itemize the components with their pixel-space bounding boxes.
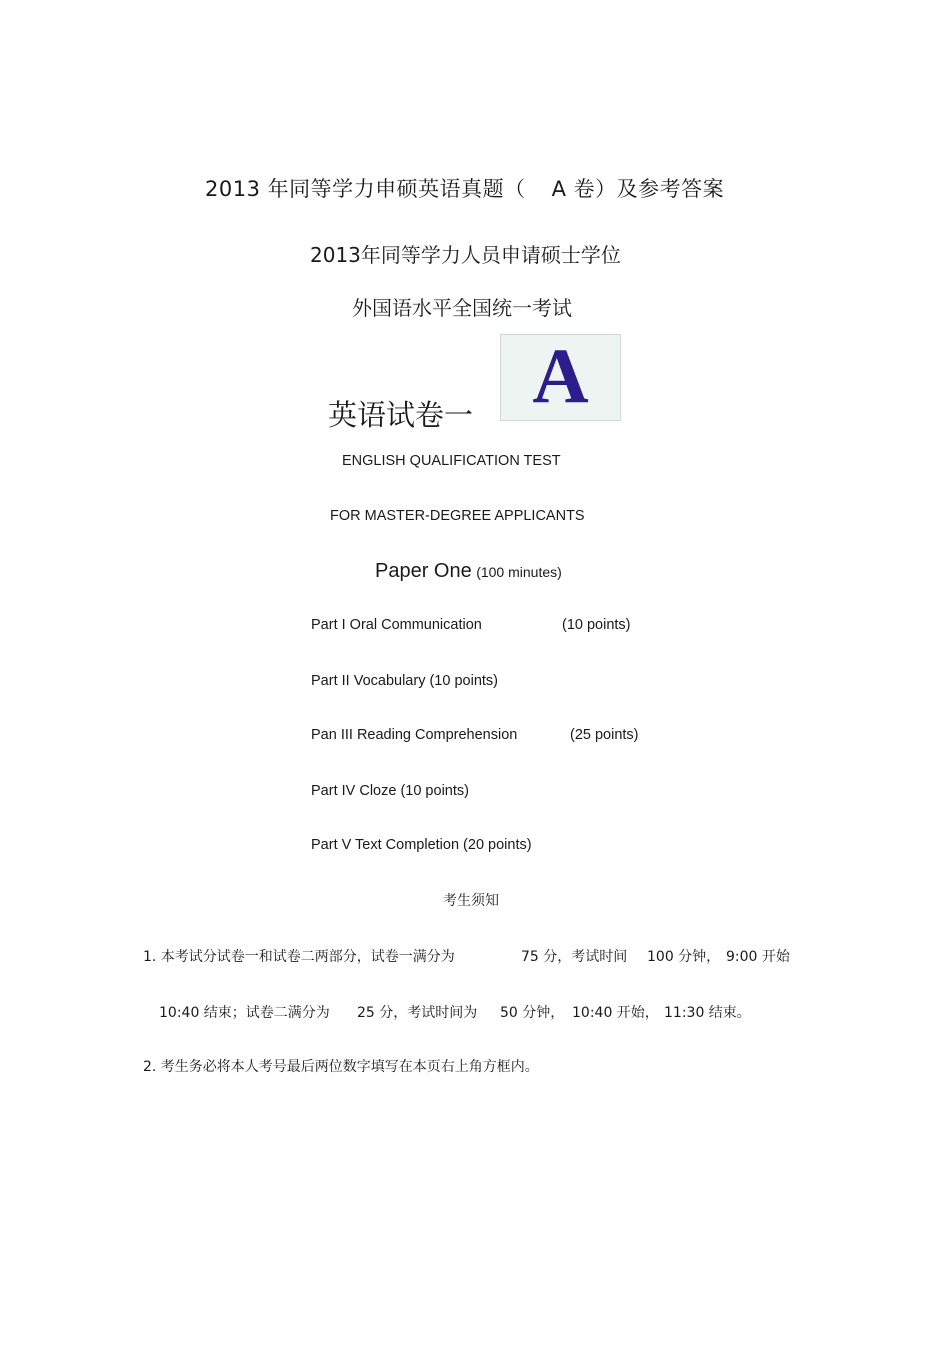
rule-text: 100 分钟， [647,949,721,965]
title-text-2: 卷）及参考答案 [566,177,725,201]
part-name: Pan III Reading Comprehension [311,727,518,743]
rule-text: 25 分，考试时间为 [357,1005,478,1021]
part-name: Part V Text Completion (20 points) [311,837,532,853]
rule-text: 1. 本考试分试卷一和试卷二两部分，试卷一满分为 [143,949,455,965]
part-item [311,837,532,853]
rule-1-line-2 [159,1002,799,1022]
rule-1-line-1 [143,946,803,966]
rule-text: 75 分，考试时间 [521,949,628,965]
paper-label: 英语试卷一 [328,398,474,432]
rule-text: 10:40 开始， [572,1005,659,1021]
paper-one-heading [375,560,562,583]
part-points: (25 points) [570,727,639,743]
part-name: Part I Oral Communication [311,617,482,633]
rule-text: 11:30 结束。 [664,1005,751,1021]
part-item [311,727,639,743]
part-name: Part IV Cloze (10 points) [311,783,469,799]
title-paper-letter: A [551,177,567,201]
rule-text: 50 分钟， [500,1005,565,1021]
rule-text: 10:40 结束；试卷二满分为 [159,1005,330,1021]
rule-text: 9:00 开始 [726,949,790,965]
paper-name: Paper One [375,560,472,582]
paper-duration: (100 minutes) [476,564,562,580]
paper-type-letter: A [532,332,589,419]
rule-2: 2. 考生务必将本人考号最后两位数字填写在本页右上角方框内。 [143,1059,539,1075]
english-heading-line-1: ENGLISH QUALIFICATION TEST [342,453,561,469]
part-item [311,673,498,689]
part-item [311,783,469,799]
english-heading-line-2: FOR MASTER-DEGREE APPLICANTS [330,508,585,524]
part-item [311,617,631,633]
part-points: (10 points) [562,617,631,633]
subtitle-line-1: 2013年同等学力人员申请硕士学位 [310,243,621,267]
subtitle-line-2: 外国语水平全国统一考试 [352,296,572,320]
notice-title: 考生须知 [443,893,499,909]
part-name: Part II Vocabulary (10 points) [311,673,498,689]
title-text-1: 2013 年同等学力申硕英语真题（ [205,177,526,201]
document-title [205,173,724,203]
paper-type-badge [500,334,621,421]
